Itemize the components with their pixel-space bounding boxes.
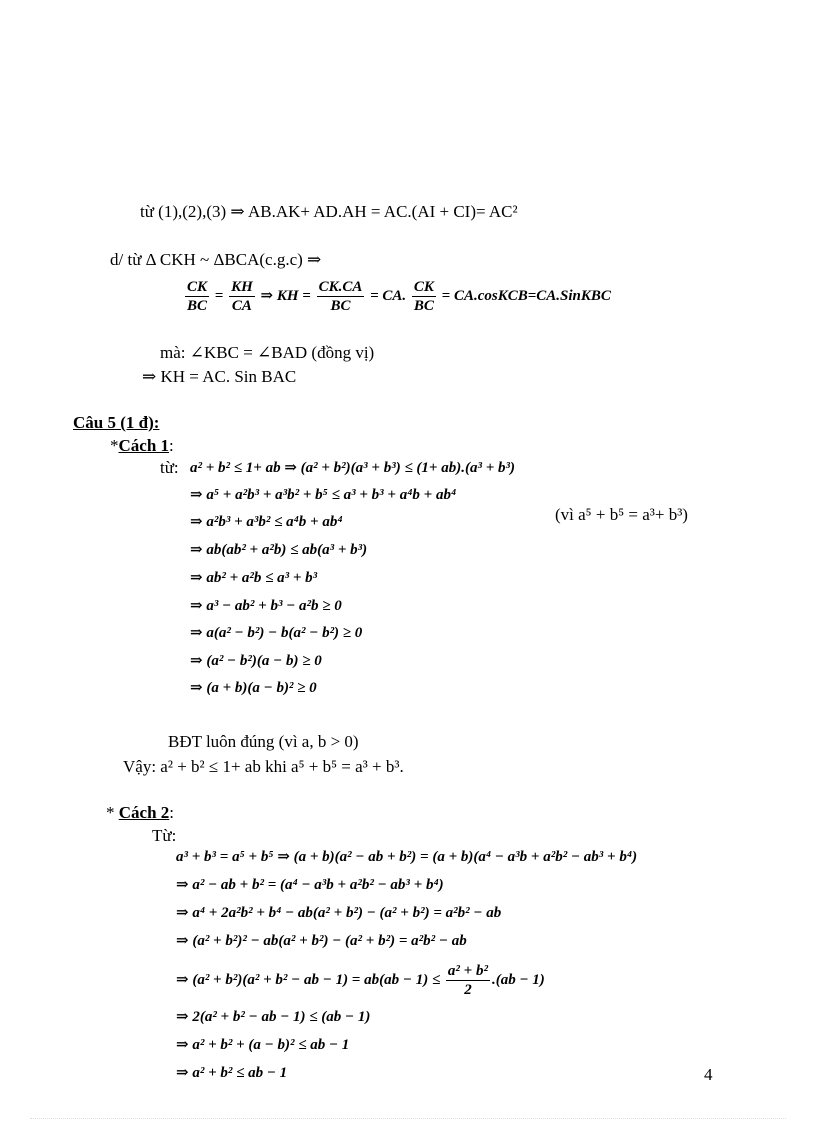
cach1-step: ⇒ (a + b)(a − b)² ≥ 0 xyxy=(190,680,317,696)
cach1-step: ⇒ (a² − b²)(a − b) ≥ 0 xyxy=(190,653,322,669)
formula-implies: ⇒ KH = xyxy=(260,288,311,304)
cach2-tu: Từ: xyxy=(152,826,177,845)
fraction-ckca-bc xyxy=(317,278,365,315)
frac-den: 2 xyxy=(464,982,472,999)
frac-den: BC xyxy=(330,298,351,315)
cach2-step: a³ + b³ = a⁵ + b⁵ ⇒ (a + b)(a² − ab + b²) = (a + b)(a⁴ − a³b + a²b² − ab³ + b⁴) xyxy=(176,849,638,865)
part-d-kh-line: ⇒ KH = AC. Sin BAC xyxy=(142,367,297,386)
cach2-step: ⇒ a² + b² + (a − b)² ≤ ab − 1 xyxy=(176,1037,350,1053)
bdt-line: BĐT luôn đúng (vì a, b > 0) xyxy=(168,732,359,751)
cach1-suffix: : xyxy=(169,436,174,455)
cach2-prefix: * xyxy=(106,803,119,822)
frac-num: a² + b² xyxy=(447,963,488,980)
cach2-step: ⇒ 2(a² + b² − ab − 1) ≤ (ab − 1) xyxy=(176,1009,371,1025)
fraction-half-sum xyxy=(446,962,490,999)
frac-num: KH xyxy=(231,279,253,296)
vay-line: Vậy: a² + b² ≤ 1+ ab khi a⁵ + b⁵ = a³ + b³. xyxy=(123,757,404,776)
frac-num: CK.CA xyxy=(318,279,363,296)
cach1-step: a² + b² ≤ 1+ ab ⇒ (a² + b²)(a³ + b³) ≤ (1+ ab).(a³ + b³) xyxy=(190,460,516,476)
cach2-heading xyxy=(106,803,174,823)
cach1-side-note: (vì a⁵ + b⁵ = a³+ b³) xyxy=(555,505,688,524)
step5-post: .(ab − 1) xyxy=(491,972,545,988)
part-d-ma-line: mà: ∠KBC = ∠BAD (đồng vị) xyxy=(160,343,375,362)
cach2-step: ⇒ a⁴ + 2a²b² + b⁴ − ab(a² + b²) − (a² + b²) = a²b² − ab xyxy=(176,905,502,921)
formula-tail: = CA.cosKCB=CA.SinKBC xyxy=(441,288,611,304)
cach2-step: ⇒ (a² + b²)² − ab(a² + b²) − (a² + b²) = a²b² − ab xyxy=(176,933,467,949)
cach2-step: ⇒ a² − ab + b² = (a⁴ − a³b + a²b² − ab³ + b⁴) xyxy=(176,877,444,893)
cach1-prefix: * xyxy=(110,436,119,455)
formula-eq: = CA. xyxy=(370,288,407,304)
cach2-suffix: : xyxy=(169,803,175,822)
cach1-label: Cách 1 xyxy=(118,436,170,455)
cach2-label: Cách 2 xyxy=(118,803,170,822)
frac-num: CK xyxy=(187,279,208,296)
cach2-step-fraction xyxy=(176,960,545,1000)
cach1-step: ⇒ ab(ab² + a²b) ≤ ab(a³ + b³) xyxy=(190,542,368,558)
cach1-step: ⇒ ab² + a²b ≤ a³ + b³ xyxy=(190,570,318,586)
cach1-step: ⇒ a(a² − b²) − b(a² − b²) ≥ 0 xyxy=(190,625,363,641)
cach1-tu: từ: xyxy=(160,458,179,477)
part-d-intro: d/ từ Δ CKH ~ ΔBCA(c.g.c) ⇒ xyxy=(110,250,322,269)
fraction-kh-ca xyxy=(229,278,255,315)
cach2-step: ⇒ a² + b² ≤ ab − 1 xyxy=(176,1065,288,1081)
frac-den: BC xyxy=(413,298,434,315)
fraction-ck-bc-2 xyxy=(412,278,436,315)
frac-den: BC xyxy=(187,298,208,315)
page-bottom-divider xyxy=(30,1118,786,1119)
cach1-step: ⇒ a²b³ + a³b² ≤ a⁴b + ab⁴ xyxy=(190,514,343,530)
part-c-line: từ (1),(2),(3) ⇒ AB.AK+ AD.AH = AC.(AI + CI)= AC² xyxy=(140,202,518,221)
cach1-heading xyxy=(110,436,174,456)
frac-den: CA xyxy=(231,298,252,315)
frac-num: CK xyxy=(413,279,434,296)
formula-eq: = xyxy=(214,288,224,304)
page-number: 4 xyxy=(704,1065,713,1084)
step5-pre: ⇒ (a² + b²)(a² + b² − ab − 1) = ab(ab − 1) ≤ xyxy=(176,972,441,988)
cau5-heading: Câu 5 (1 đ): xyxy=(73,413,160,432)
cach1-step: ⇒ a³ − ab² + b³ − a²b ≥ 0 xyxy=(190,598,342,614)
fraction-ck-bc xyxy=(185,278,209,315)
part-d-formula xyxy=(183,276,611,316)
cach1-step: ⇒ a⁵ + a²b³ + a³b² + b⁵ ≤ a³ + b³ + a⁴b + ab⁴ xyxy=(190,487,457,503)
